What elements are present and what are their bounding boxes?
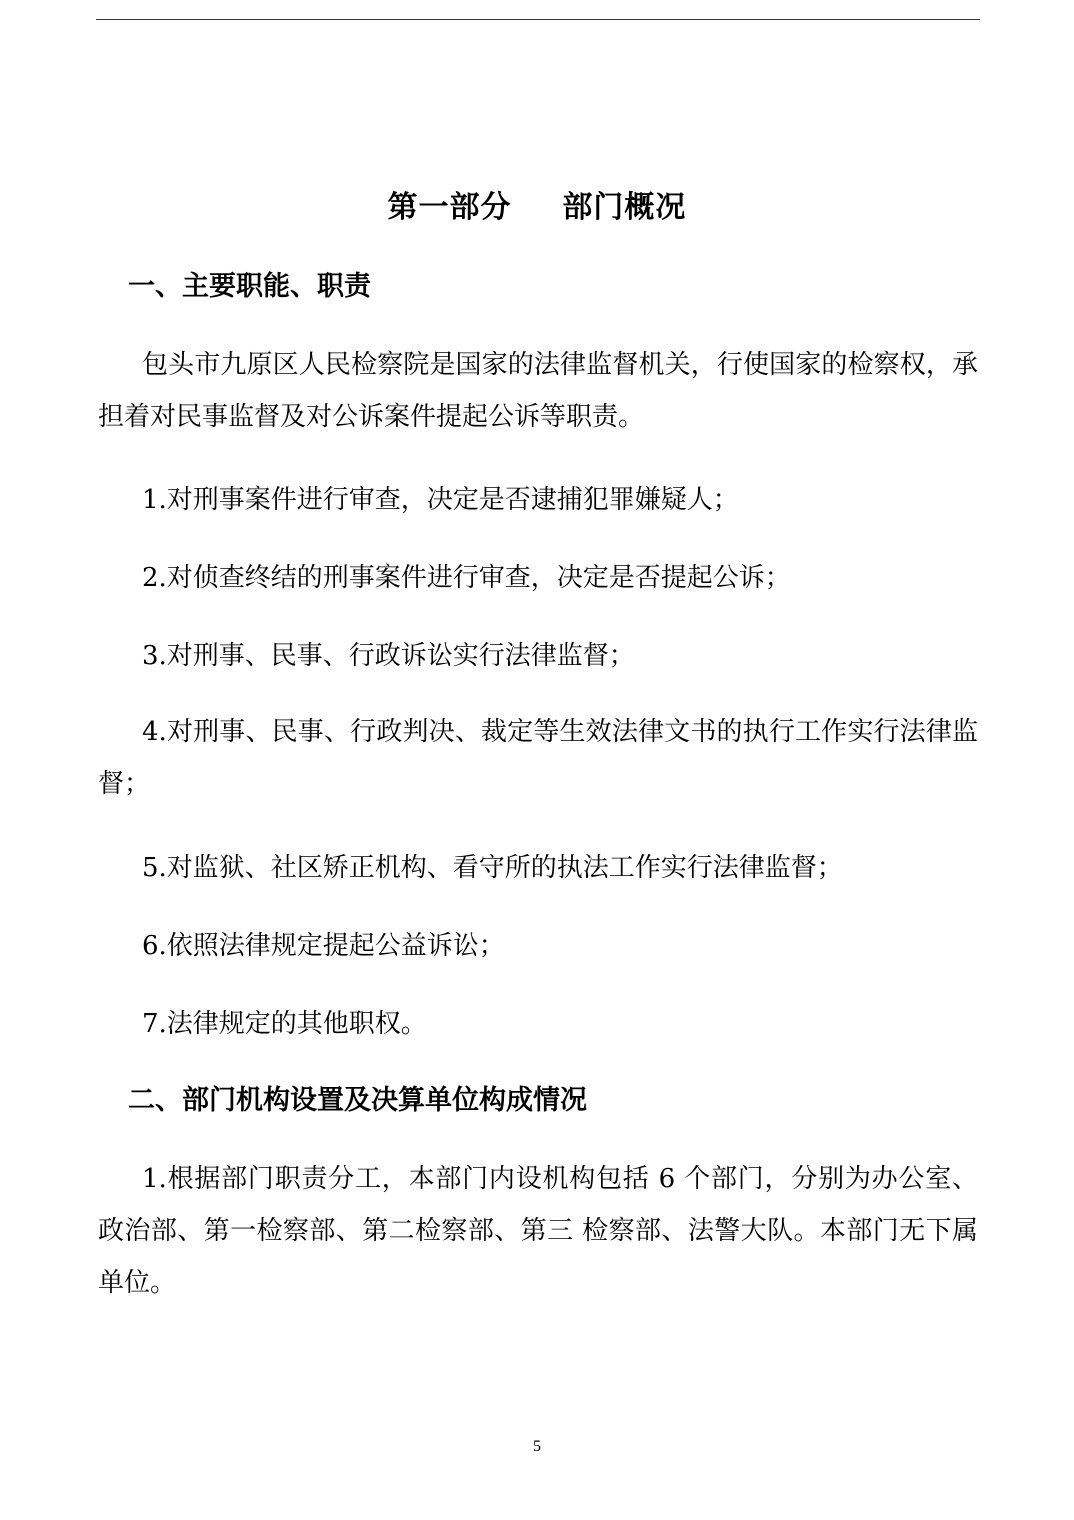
page-title: 第一部分 部门概况 [387,190,687,225]
duty-item-4: 4.对刑事、民事、行政判决、裁定等生效法律文书的执行工作实行法律监督； [98,717,978,799]
duty-item-3: 3.对刑事、民事、行政诉讼实行法律监督； [142,641,635,671]
duty-item-1: 1.对刑事案件进行审查，决定是否逮捕犯罪嫌疑人； [142,485,739,515]
section-heading-structure: 二、部门机构设置及决算单位构成情况 [128,1085,587,1116]
duty-item-7: 7.法律规定的其他职权。 [142,1009,427,1039]
section-heading-functions: 一、主要职能、职责 [128,271,371,302]
header-rule [96,19,980,20]
duty-item-2: 2.对侦查终结的刑事案件进行审查，决定是否提起公诉； [142,563,791,593]
structure-paragraph: 1.根据部门职责分工，本部门内设机构包括 6 个部门，分别为办公室、政治部、第一检察部、第二检察部、第三 检察部、法警大队。本部门无下属单位。 [98,1164,978,1298]
page-number: 5 [533,1438,541,1455]
intro-paragraph: 包头市九原区人民检察院是国家的法律监督机关，行使国家的检察权，承担着对民事监督及对公诉案件提起公诉等职责。 [98,350,978,432]
duty-item-6: 6.依照法律规定提起公益诉讼； [142,931,505,961]
duty-item-5: 5.对监狱、社区矫正机构、看守所的执法工作实行法律监督； [142,853,843,883]
